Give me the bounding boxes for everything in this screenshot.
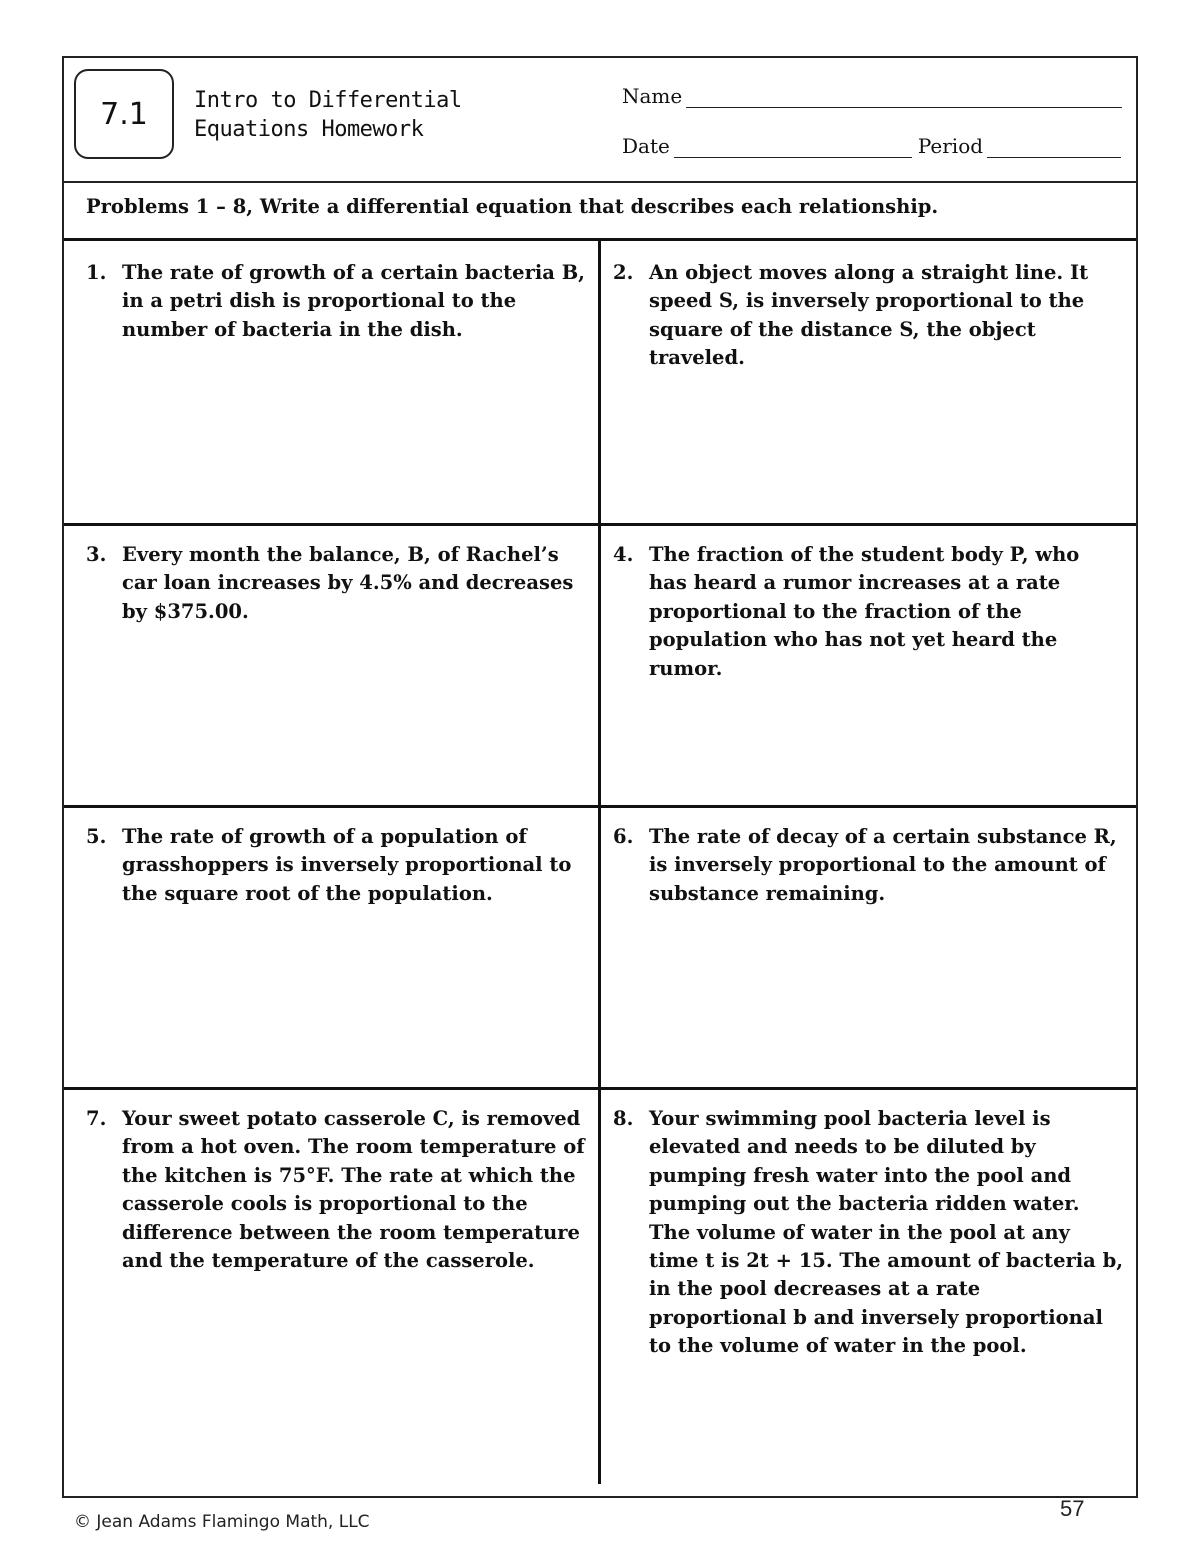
problem-text: The rate of decay of a certain substance R, is inversely proportional to the amount of substance remaining. [649, 825, 1117, 905]
section-number-badge: 7.1 [74, 69, 174, 159]
problem-number: 4. [613, 543, 634, 566]
problem-text: The rate of growth of a population of grasshoppers is inversely proportional to the square root of the population. [122, 825, 572, 905]
column-divider [598, 241, 601, 1484]
worksheet-header [64, 58, 1136, 183]
problem-8 [613, 1105, 1123, 1361]
problem-text: Your swimming pool bacteria level is elevated and needs to be diluted by pumping fresh water into the pool and pumping out the bacteria ridden water. The volume of water in the pool at any time t is 2t + 15. The amount of bacteria b, in the pool decreases at a rate proportional b and inversely proportional to the volume of water in the pool. [649, 1107, 1123, 1358]
problem-1 [86, 259, 586, 344]
period-blank[interactable] [987, 139, 1121, 158]
problem-number: 6. [613, 825, 634, 848]
problem-text: The rate of growth of a certain bacteria B, in a petri dish is proportional to the number of bacteria in the dish. [122, 261, 585, 341]
worksheet-title [194, 86, 462, 144]
problem-number: 5. [86, 825, 107, 848]
problem-7 [86, 1105, 586, 1275]
problem-number: 7. [86, 1107, 107, 1130]
problem-2 [613, 259, 1123, 373]
problem-number: 8. [613, 1107, 634, 1130]
title-line-2: Equations Homework [194, 117, 424, 142]
date-label: Date [622, 134, 670, 158]
problem-text: An object moves along a straight line. It speed S, is inversely proportional to the square of the distance S, the object traveled. [649, 261, 1089, 370]
problem-text: The fraction of the student body P, who has heard a rumor increases at a rate proportional to the fraction of the population who has not yet heard the rumor. [649, 543, 1080, 680]
name-blank[interactable] [686, 89, 1122, 108]
problem-number: 2. [613, 261, 634, 284]
name-field[interactable] [622, 84, 1122, 108]
page-number: 57 [1060, 1496, 1085, 1521]
date-blank[interactable] [674, 139, 912, 158]
problem-number: 1. [86, 261, 107, 284]
worksheet [62, 56, 1138, 1498]
problem-3 [86, 541, 586, 626]
copyright-footer: © Jean Adams Flamingo Math, LLC [74, 1512, 370, 1532]
problem-4 [613, 541, 1123, 683]
date-field[interactable] [622, 134, 1121, 158]
problem-text: Your sweet potato casserole C, is removed from a hot oven. The room temperature of the kitchen is 75°F. The rate at which the casserole cools is proportional to the difference between the room temperature and the temperature of the casserole. [122, 1107, 585, 1273]
instructions: Problems 1 – 8, Write a differential equation that describes each relationship. [64, 181, 1136, 241]
title-line-1: Intro to Differential [194, 88, 462, 113]
problem-number: 3. [86, 543, 107, 566]
problem-6 [613, 823, 1123, 908]
period-label: Period [917, 134, 984, 158]
name-label: Name [622, 84, 683, 108]
problem-text: Every month the balance, B, of Rachel’s car loan increases by 4.5% and decreases by $375.00. [122, 543, 574, 623]
problem-5 [86, 823, 586, 908]
